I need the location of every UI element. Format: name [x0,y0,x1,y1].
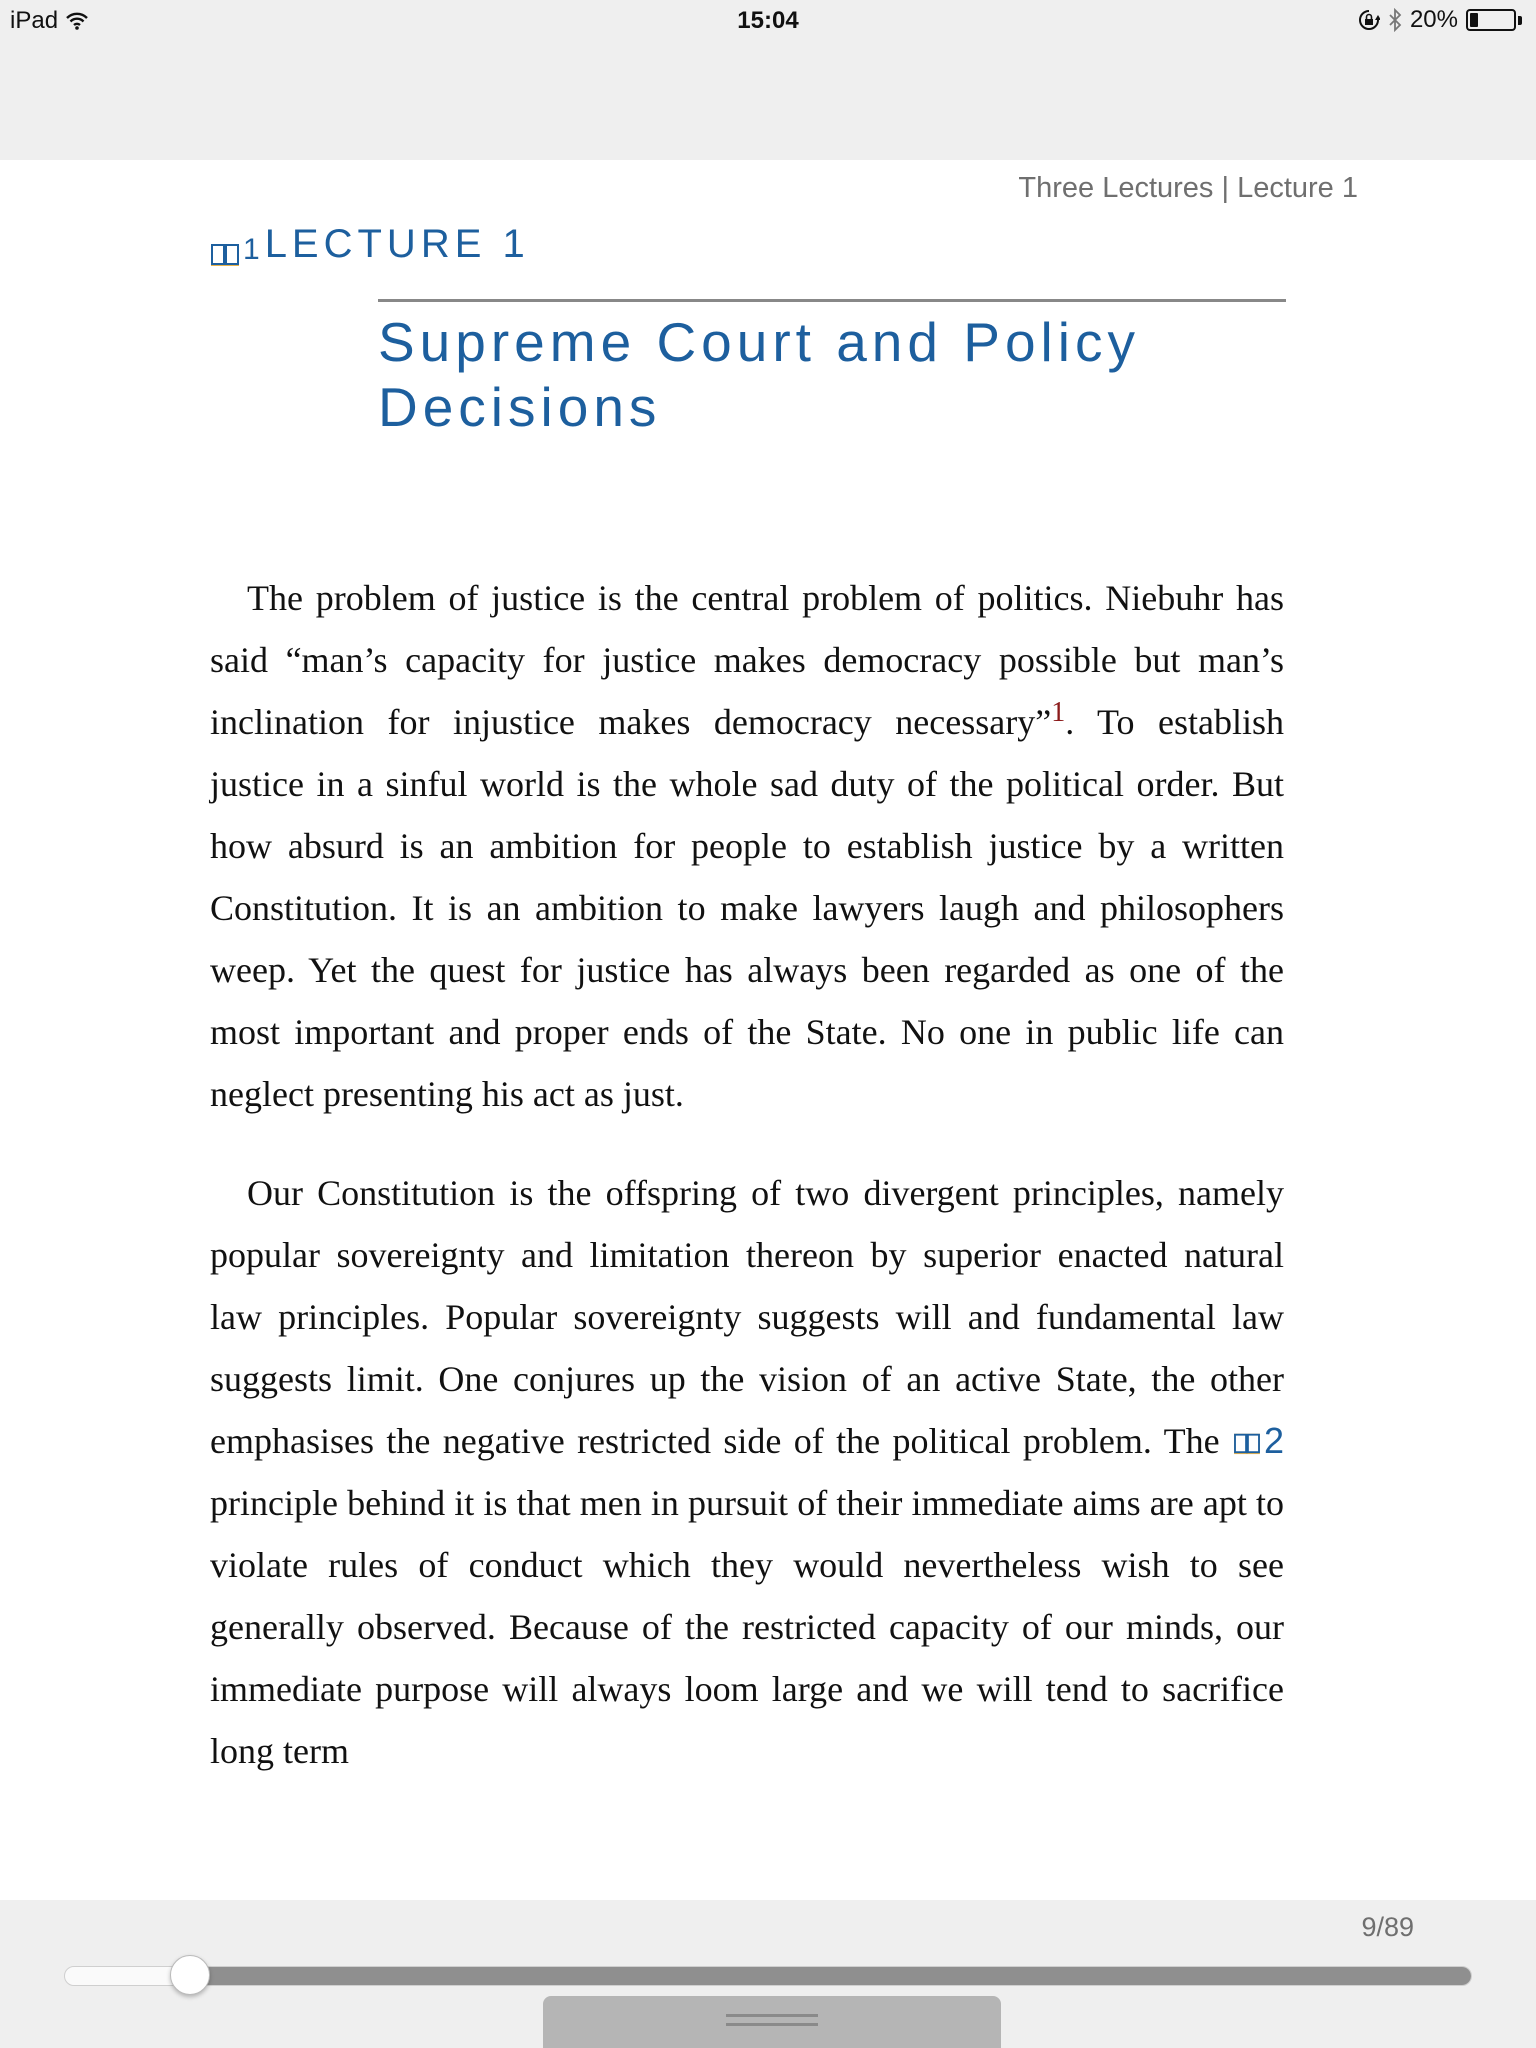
book-icon[interactable] [210,241,240,267]
footnote-ref[interactable]: 1 [1051,697,1066,728]
chapter-marker[interactable]: 1 [243,233,261,266]
page-marker[interactable] [1232,1420,1284,1461]
paragraph-text: The problem of justice is the central problem of politics. Niebuhr has said “man’s capacity for justice makes democracy possible but man’s inclination for injustice makes democracy necessary” [210,578,1284,742]
battery-tip [1518,16,1522,25]
running-header: Three Lectures | Lecture 1 [1018,172,1358,204]
title-divider [378,299,1286,302]
paragraph [210,1162,1284,1782]
battery-level [1470,13,1478,27]
book-page[interactable] [0,160,1536,1900]
chapter-label: LECTURE 1 [264,222,530,266]
paragraph-text: principle behind it is that men in pursuit of their immediate aims are apt to violate rules of conduct which they would nevertheless wish to see generally observed. Because of the restricted capacity of our minds, our immediate purpose will always loom large and we will tend to sacrifice long term [210,1483,1284,1771]
body-text [210,567,1284,1782]
reader-bottom-bar [0,1900,1536,2048]
battery-percent: 20% [1409,6,1458,33]
page-marker-number: 2 [1263,1420,1284,1461]
reader-toolbar[interactable] [0,42,1536,160]
grip-line [726,2023,818,2026]
grip-line [726,2014,818,2017]
bluetooth-icon [1388,8,1402,32]
status-bar [0,0,1536,42]
page-slider-thumb[interactable] [170,1955,210,1995]
paragraph-text: . To establish justice in a sinful world is the whole sad duty of the political order. But how absurd is an ambition for people to establish justice by a written Constitution. It is an ambition to make lawyers laugh and philosophers weep. Yet the quest for justice has always been regarded as one of the most important and proper ends of the State. No one in public life can neglect presenting his act as just. [210,702,1284,1114]
chapter-heading [210,222,530,267]
status-right [1358,6,1522,34]
drawer-handle[interactable] [543,1996,1001,2048]
page-slider-fill [188,1967,1471,1985]
device-name: iPad [10,7,59,34]
book-icon [1232,1431,1262,1455]
page-indicator: 9/89 [1361,1912,1414,1942]
paragraph [210,567,1284,1125]
battery-icon [1466,9,1516,31]
orientation-lock-icon [1358,9,1380,31]
status-time: 15:04 [737,7,799,34]
paragraph-text: Our Constitution is the offspring of two divergent principles, namely popular sovereignty and limitation thereon by superior enacted natural law principles. Popular sovereignty suggests will and fundamental law suggests limit. One conjures up the vision of an active State, the other emphasises the negative restricted side of the political problem. The [210,1173,1284,1461]
page-slider-track[interactable] [64,1966,1472,1986]
chapter-title: Supreme Court and Policy Decisions [378,311,1140,438]
